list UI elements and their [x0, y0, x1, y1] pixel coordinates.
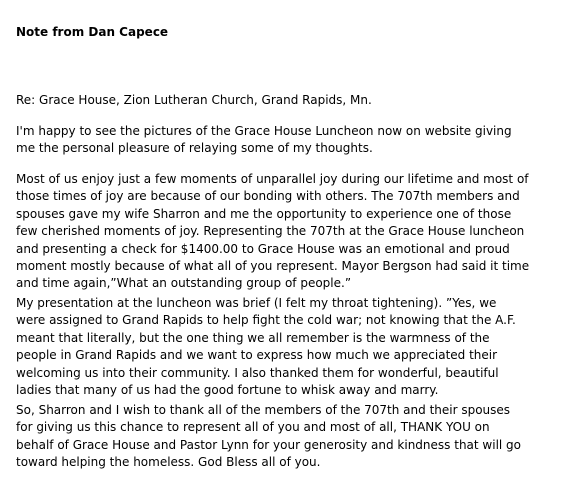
paragraph-thanks: So, Sharron and I wish to thank all of the members of the 707th and their spouses for giving us this chance to represent all of you and most of all, THANK YOU on behalf of Grace House and Pastor Lynn for your generosity and kindness that will go toward helping the homeless. God Bless all of you. — [16, 403, 522, 470]
note-title: Note from Dan Capece — [16, 25, 169, 39]
paragraph-intro: I'm happy to see the pictures of the Grace House Luncheon now on website giving me the personal pleasure of relaying some of my thoughts. — [16, 124, 512, 156]
re-line: Re: Grace House, Zion Lutheran Church, Grand Rapids, Mn. — [16, 93, 372, 107]
paragraph-joy: Most of us enjoy just a few moments of unparallel joy during our lifetime and most of those times of joy are because of our bonding with others. The 707th members and spouses gave my wife Sharron and me the opportunity to experience one of those few cherished moments of joy. Representing the 707th at the Grace House luncheon and presenting a check for $1400.00 to Grace House was an emotional and proud moment mostly because of what all of you represent. Mayor Bergson had said it time and time again,”What an outstanding group of people.” — [16, 172, 530, 291]
paragraph-presentation: My presentation at the luncheon was brief (I felt my throat tightening). ”Yes, we were assigned to Grand Rapids to help fight the cold war; not knowing that the A.F. meant that literally, but the one thing we all remember is the warmness of the people in Grand Rapids and we want to express how much we appreciated their welcoming us into their community. I also thanked them for wonderful, beautiful ladies that many of us had the good fortune to whisk away and marry. — [16, 296, 516, 398]
